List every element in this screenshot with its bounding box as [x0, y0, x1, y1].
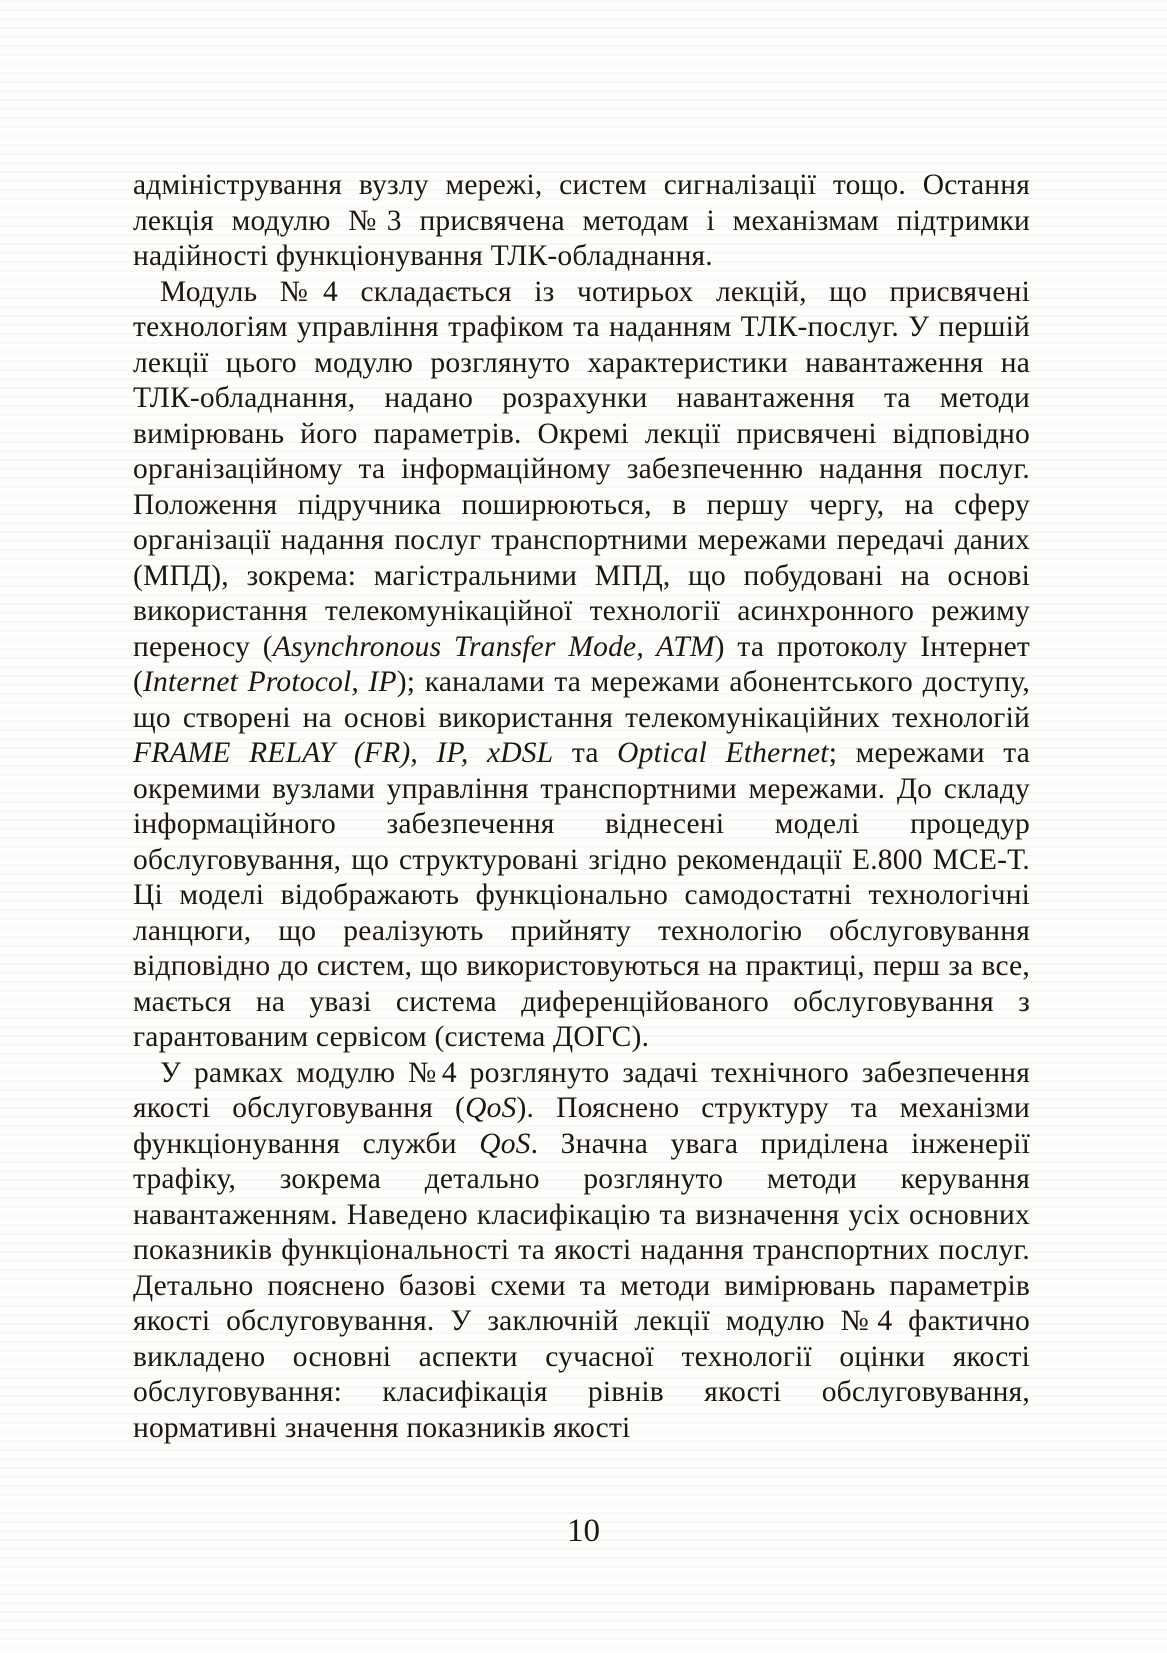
text-segment: ; мережами та окремими вузлами управління транспортними мережами. До складу інформаційного забезпечення віднесені моделі процедур обслуговування, що структуровані згідно рекомендації Е.800 МСЕ-Т. Ці моделі відображають функціонально самодостатні технологічні ланцюги, що реалізують прийняту технологію обслуговування відповідно до систем, що використовуються на практиці, перш за все, мається на увазі система диференційованого обслуговування з гарантованим сервісом (система ДОГС).: [133, 737, 1030, 1053]
text-segment: У рамках модулю №4 розглянуто задачі технічного забезпечення якості обслуговування (: [133, 1056, 1030, 1124]
text-segment: ); каналами та мережами абонентського доступу, що створені на основі використання телекомунікаційних технологій: [133, 666, 1030, 734]
italic-text-segment: Internet Protocol, IP: [143, 666, 397, 698]
text-segment: . Значна увага приділена інженерії трафіку, зокрема детально розглянуто методи керування навантаженням. Наведено класифікацію та визначення усіх основних показників функціональності та якості надання транспортних послуг. Детально пояснено базові схеми та методи вимірювань параметрів якості обслуговування. У заключній лекції модулю №4 фактично викладено основні аспекти сучасної технології оцінки якості обслуговування: класифікація рівнів якості обслуговування, нормативні значення показників якості: [133, 1127, 1030, 1444]
italic-text-segment: FRAME RELAY (FR), IP, xDSL: [133, 737, 554, 769]
body-text: [133, 168, 1030, 1446]
text-segment: та: [553, 737, 618, 769]
text-segment: адміністрування вузлу мережі, систем сигналізації тощо. Остання лекція модулю №3 присвячена методам і механізмам підтримки надійності функціонування ТЛК-обладнання.: [133, 169, 1030, 272]
text-segment: ). Пояснено структуру та механізми функціонування служби: [133, 1092, 1030, 1160]
italic-text-segment: QoS: [465, 1092, 517, 1124]
italic-text-segment: Optical Ethernet: [617, 737, 829, 769]
italic-text-segment: Asynchronous Transfer Mode, ATM: [272, 630, 715, 663]
text-segment: ) та протоколу Інтернет (: [133, 630, 1030, 698]
text-segment: Модуль №4 складається із чотирьох лекцій, що присвячені технологіям управління трафіком та наданням ТЛК-послуг. У першій лекції цього модулю розглянуто характеристики навантаження на ТЛК-обладнання, надано розрахунки навантаження та методи вимірювань його параметрів. Окремі лекції присвячені відповідно організаційному та інформаційному забезпеченню надання послуг. Положення підручника поширюються, в першу чергу, на сферу організації надання послуг транспортними мережами передачі даних (МПД), зокрема: магістральними МПД, що побудовані на основі використання телекомунікаційної технології асинхронного режиму переносу (: [133, 275, 1030, 663]
paragraph: [133, 168, 1030, 275]
italic-text-segment: QoS: [479, 1127, 531, 1160]
page-number: 10: [567, 1513, 600, 1549]
paragraph: [133, 1056, 1030, 1447]
paragraph: [133, 275, 1030, 1056]
